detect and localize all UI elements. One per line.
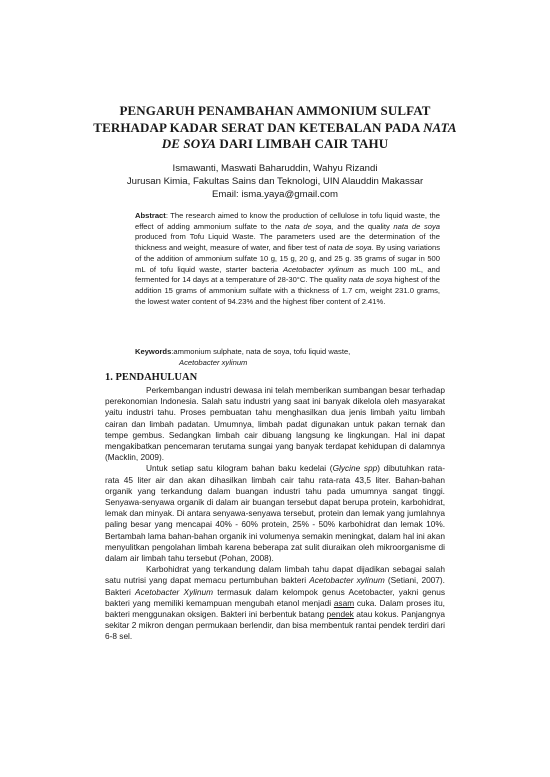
abstract-italic-5: nata de soya [348,275,393,285]
section-heading: 1. PENDAHULUAN [105,372,198,383]
title-line-2-italic: NATA [423,119,457,135]
para3-text-c: termasuk dalam kelompok genus Acetobacter, yakni genus bakteri yang memiliki kemampuan mengubah etanol menjadi [105,586,445,608]
title-line-1: PENGARUH PENAMBAHAN AMMONIUM SULFAT [119,103,431,118]
abstract-italic-4: Acetobacter xylinum [283,264,354,274]
abstract-text-2: and the quality [333,221,394,231]
abstract-italic-1: nata de soya, [284,221,334,231]
abstract [135,211,440,307]
para3-link-pendek[interactable]: pendek [326,609,354,620]
para3-text-b: (Setiani, 2007). Bakteri [105,575,445,597]
para2-text-a: Untuk setiap satu kilogram bahan baku kedelai ( [146,463,333,474]
paper-title [90,103,460,153]
abstract-italic-2: nata de soya [393,221,440,231]
abstract-text-4: . By using variations of the addition of ammonium sulfate 10 g, 15 g, 20 g, and 25 g. 35 grams of sugar in 500 mL of tofu liquid waste, starter bacteria [135,243,440,274]
title-line-2: TERHADAP KADAR SERAT DAN KETEBALAN PADA [93,119,424,135]
author-list: Ismawanti, Maswati Baharuddin, Wahyu Rizandi [172,163,378,174]
para3-italic-2: Acetobacter Xylinum [135,586,214,597]
keywords-line-1: :ammonium sulphate, nata de soya, tofu liquid waste, [171,347,351,356]
keywords-label: Keywords [135,347,172,356]
para3-text-d: cuka. Dalam proses itu, bakteri menggunakan oksigen. Bakteri ini berbentuk batang [105,597,445,620]
abstract-text-3: produced from Tofu Liquid Waste. The parameters used are the determination of the thickness and weight, measure of water, and fiber test of [135,232,440,253]
abstract-text-6: highest of the addition 15 grams of ammonium sulfate with a thickness of 1.7 cm, weight 231.0 grams, the lowest water content of 94.23% and the highest fiber content of 2.41%. [135,275,440,306]
para3-text-a: Karbohidrat yang terkandung dalam limbah tahu dapat dijadikan sebagai salah satu nutrisi yang dapat memacu pertumbuhan bakteri [105,564,445,586]
abstract-italic-3: nata de soya [327,243,372,253]
para3-italic-1: Acetobacter xylinum [309,575,385,586]
abstract-label: Abstract [135,211,166,220]
keywords [135,347,440,368]
title-line-3: DARI LIMBAH CAIR TAHU [216,136,389,152]
body-paragraph-1: Perkembangan industri dewasa ini telah memberikan sumbangan besar terhadap perekonomian Indonesia. Salah satu industri yang saat ini banyak dikelola oleh masyarakat yaitu industri tahu. Proses pembuatan tahu menghasilkan dua jenis limbah yaitu limbah cairan dan limbah padatan. Umumnya, limbah padat digunakan untuk pakan ternak dan tempe gembus. Sedangkan limbah cair dibuang langsung ke lingkungan. Hal ini dapat mengakibatkan pencemaran terutama sungai yang banyak terdapat kehidupan di dalamnya (Macklin, 2009). [105,385,445,463]
body-paragraph-2 [105,463,445,564]
body-paragraph-3 [105,564,445,642]
abstract-text-1: : The research aimed to know the production of cellulose in tofu liquid waste, the effect of adding ammonium sulfate to the [135,211,440,231]
para3-text-e: atau kokus. Panjangnya sekitar 2 mikron dengan permukaan berlendir, dan bisa membentuk rantai pendek terdiri dari 6-8 sel. [105,609,445,642]
abstract-text-5: as much 100 mL, and fermented for 14 days at a temperature of 28-30°C. The quality [135,264,441,285]
title-line-3-italic: DE SOYA [161,136,217,152]
section-body [105,385,445,643]
author-email: Email: isma.yaya@gmail.com [212,189,338,200]
keywords-line-2: Acetobacter xylinum [179,357,248,367]
para2-text-b: ) dibutuhkan rata-rata 45 liter air dan akan dihasilkan limbah cair tahu rata-rata 43,5 liter. Bahan-bahan organik yang terkandung dalam buangan industri tahu pada umumnya sangat tinggi. Senyawa-senyawa organik di dalam air buangan tersebut dapat berupa protein, karbohidrat, lemak dan minyak. Di antara senyawa-senyawa tersebut, protein dan lemak yang jumlahnya paling besar yang mencapai 40% - 60% protein, 25% - 50% karbohidrat dan lemak 10%. Bertambah lama bahan-bahan organik ini volumenya semakin meningkat, dalam hal ini akan menyulitkan pengolahan limbah karena beberapa zat sulit diuraikan oleh mikroorganisme di dalam air limbah tahu tersebut (Pohan, 2008). [105,463,445,564]
affiliation: Jurusan Kimia, Fakultas Sains dan Teknologi, UIN Alauddin Makassar [126,176,424,187]
para2-italic: Glycine spp [332,463,378,474]
para3-link-asam[interactable]: asam [333,597,355,608]
